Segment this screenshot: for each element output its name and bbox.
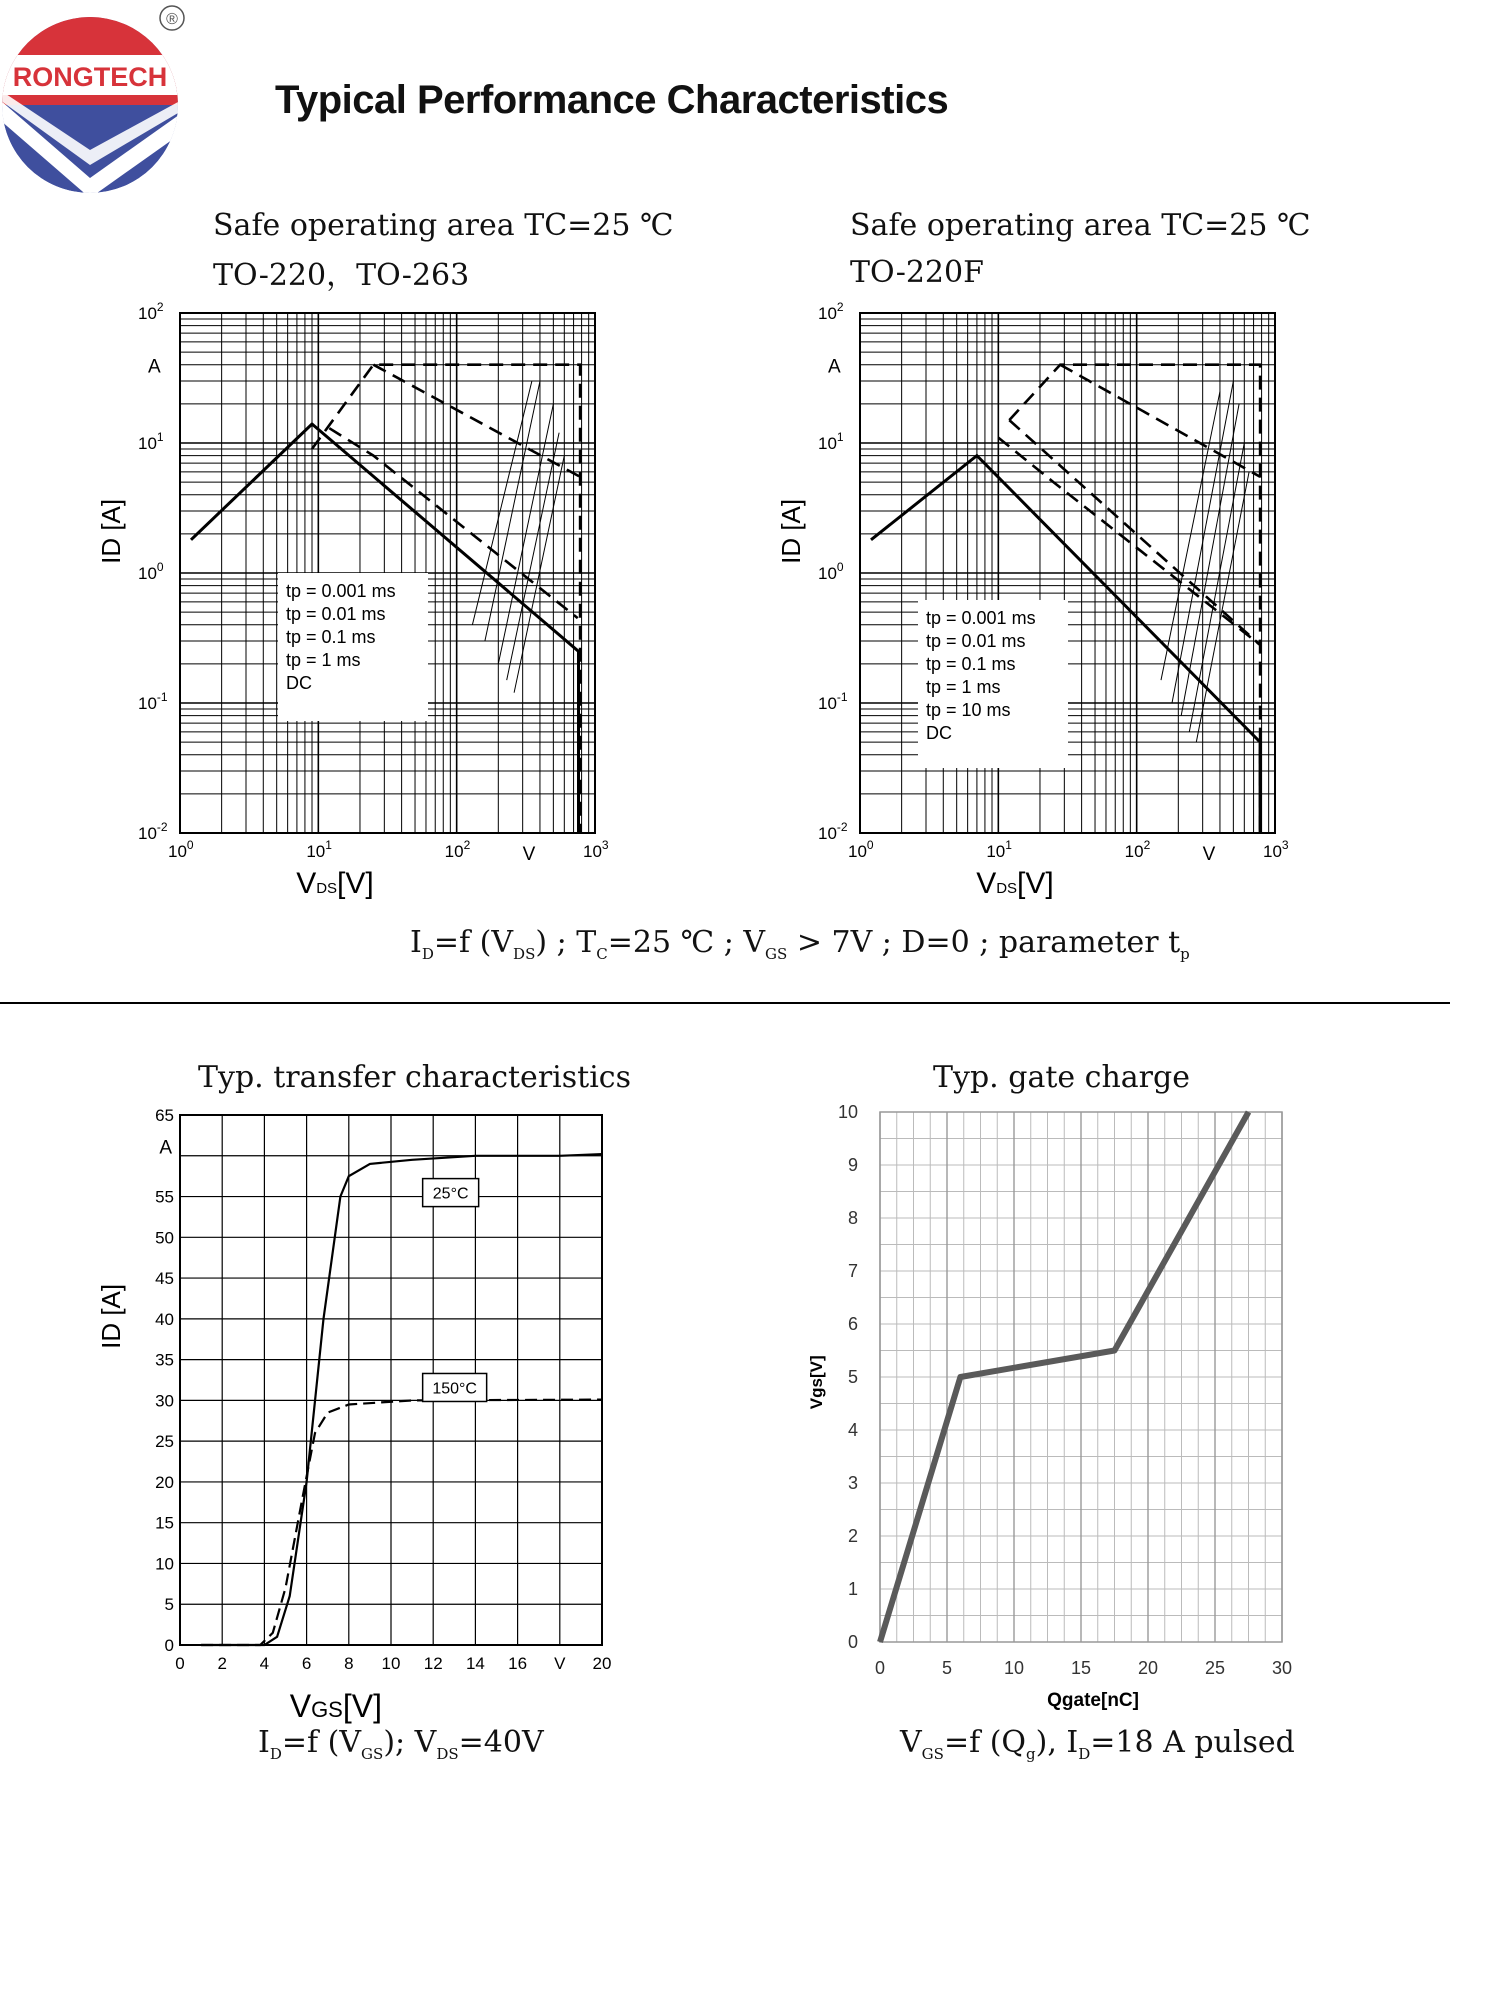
section-divider	[0, 1002, 1450, 1004]
registered-mark: ®	[166, 11, 178, 28]
y-tick-label: 65	[155, 1106, 174, 1125]
transfer-chart	[70, 1100, 630, 1724]
chart-title: Typ. transfer characteristics	[198, 1060, 631, 1095]
page-title: Typical Performance Characteristics	[275, 78, 949, 122]
x-tick-label: 0	[175, 1654, 185, 1673]
y-tick-label: $10^2$	[818, 300, 844, 323]
x-axis-label: Qgate[nC]	[1047, 1690, 1139, 1711]
y-tick-label: $10^{-2}$	[138, 820, 168, 843]
x-axis-label: VDS[V]	[296, 867, 374, 900]
series-line	[1060, 365, 1260, 477]
y-tick-label: 35	[155, 1350, 174, 1370]
x-tick-label: $10^0$	[848, 838, 874, 861]
x-tick-label: $10^3$	[1263, 838, 1289, 861]
y-tick-label: 20	[155, 1472, 174, 1492]
y-tick-label: 5	[164, 1595, 174, 1615]
x-tick-label: $10^0$	[168, 838, 194, 861]
y-tick-label: $10^{-1}$	[818, 690, 848, 713]
x-tick-label: 10	[1003, 1658, 1025, 1678]
legend-entry: tp = 0.01 ms	[926, 631, 1026, 651]
y-tick-label: 8	[847, 1208, 858, 1228]
legend-entry: tp = 0.001 ms	[286, 581, 396, 601]
y-tick-label: 10	[155, 1554, 174, 1574]
y-tick-label: 3	[847, 1473, 858, 1493]
x-tick-label: 6	[301, 1654, 312, 1673]
x-tick-label: 16	[508, 1654, 528, 1673]
y-tick-label: $10^{-2}$	[818, 820, 848, 843]
y-unit-label: A	[148, 356, 161, 378]
y-tick-label: $10^1$	[138, 430, 164, 453]
legend-entry: DC	[926, 723, 952, 743]
legend-entry: tp = 1 ms	[926, 677, 1001, 697]
series-line	[201, 1154, 602, 1645]
y-tick-label: 9	[847, 1155, 858, 1175]
x-tick-label: 20	[1137, 1658, 1159, 1678]
x-tick-label: 4	[259, 1654, 270, 1673]
x-unit-label: V	[1202, 844, 1216, 865]
x-unit-label: V	[522, 844, 536, 865]
x-tick-label: 10	[381, 1654, 401, 1673]
x-tick-label: 2	[217, 1654, 227, 1673]
legend-entry: DC	[286, 673, 312, 693]
legend-entry: tp = 1 ms	[286, 650, 361, 670]
x-tick-label: 30	[1271, 1658, 1293, 1678]
x-tick-label: 15	[1070, 1658, 1092, 1678]
series-line	[1161, 391, 1220, 680]
x-tick-label: V	[554, 1654, 566, 1673]
y-tick-label: 4	[847, 1420, 858, 1440]
y-unit-label: A	[828, 356, 841, 378]
chart-title: Safe operating area TC=25 ℃	[213, 208, 674, 243]
chart-subtitle: TO-220F	[850, 255, 984, 290]
y-tick-label: 1	[847, 1579, 858, 1599]
transfer-caption: $I_D=f$ $(V_{GS})$; $V_{DS}=40V$	[258, 1725, 544, 1763]
x-tick-label: $10^3$	[583, 838, 609, 861]
x-axis-label: VGS[V]	[289, 1688, 382, 1724]
series-line	[514, 456, 564, 693]
chart-title: Typ. gate charge	[933, 1060, 1190, 1095]
y-tick-label: $10^0$	[818, 560, 844, 583]
y-axis-label: Vgs[V]	[807, 1355, 826, 1410]
y-axis-label: ID [A]	[96, 498, 126, 564]
chart-subtitle: TO-220，TO-263	[213, 258, 470, 293]
y-tick-label: 5	[847, 1367, 858, 1387]
y-tick-label: 50	[155, 1228, 174, 1248]
y-tick-label: 7	[847, 1261, 858, 1281]
y-tick-label: 15	[155, 1513, 174, 1533]
gate-caption: $V_{GS}=f$ $(Q_g)$, $I_D=18$ A pulsed	[900, 1725, 1295, 1763]
x-tick-label: 14	[465, 1654, 485, 1673]
y-tick-label: 40	[155, 1309, 174, 1329]
series-line	[373, 365, 580, 477]
x-tick-label: $10^2$	[1124, 838, 1151, 861]
soa-chart-to220f	[750, 295, 1320, 905]
y-axis-label: ID [A]	[96, 1283, 126, 1349]
y-axis-label: ID [A]	[776, 498, 806, 564]
x-tick-label: 25	[1204, 1658, 1226, 1678]
y-tick-label: 55	[155, 1187, 174, 1207]
soa-caption: $I_D=f$ $(V_{DS})$ ; $T_C=25$ ℃ ; $V_{GS} > 7V$ ; D=0 ; parameter $t_p$	[410, 925, 1190, 963]
legend-entry: tp = 0.1 ms	[926, 654, 1016, 674]
y-tick-label: 10	[837, 1102, 858, 1122]
legend-entry: tp = 0.01 ms	[286, 604, 386, 624]
series-label: 25°C	[432, 1185, 469, 1203]
x-tick-label: $10^1$	[986, 838, 1012, 861]
y-tick-label: $10^2$	[138, 300, 164, 323]
x-tick-label: 8	[344, 1654, 354, 1673]
gate-charge-chart	[790, 1090, 1330, 1730]
y-tick-label: $10^{-1}$	[138, 690, 168, 713]
legend-entry: tp = 0.1 ms	[286, 627, 376, 647]
x-tick-label: 20	[592, 1654, 612, 1673]
soa-chart-to220	[70, 295, 640, 905]
brand-name: RONGTECH	[12, 62, 168, 92]
x-axis-label: VDS[V]	[976, 867, 1054, 900]
x-tick-label: $10^1$	[306, 838, 332, 861]
y-tick-label: $10^1$	[818, 430, 844, 453]
series-label: 150°C	[432, 1380, 477, 1398]
series-line	[507, 433, 559, 680]
rongtech-logo	[0, 0, 200, 195]
legend-entry: tp = 10 ms	[926, 700, 1011, 720]
y-tick-label: 0	[847, 1632, 858, 1652]
series-line	[1196, 472, 1249, 742]
x-tick-label: 5	[941, 1658, 953, 1678]
y-tick-label: 45	[155, 1269, 174, 1289]
y-tick-label: 6	[847, 1314, 858, 1334]
y-tick-label: 30	[155, 1391, 174, 1411]
chart-title: Safe operating area TC=25 ℃	[850, 208, 1311, 243]
y-tick-label: $10^0$	[138, 560, 164, 583]
y-tick-label: 2	[847, 1526, 858, 1546]
y-tick-label: 25	[155, 1432, 174, 1452]
legend-entry: tp = 0.001 ms	[926, 608, 1036, 628]
y-unit-label: A	[159, 1137, 172, 1159]
x-tick-label: 12	[423, 1654, 443, 1673]
y-tick-label: 0	[164, 1636, 174, 1655]
x-tick-label: $10^2$	[444, 838, 471, 861]
x-tick-label: 0	[874, 1658, 886, 1678]
